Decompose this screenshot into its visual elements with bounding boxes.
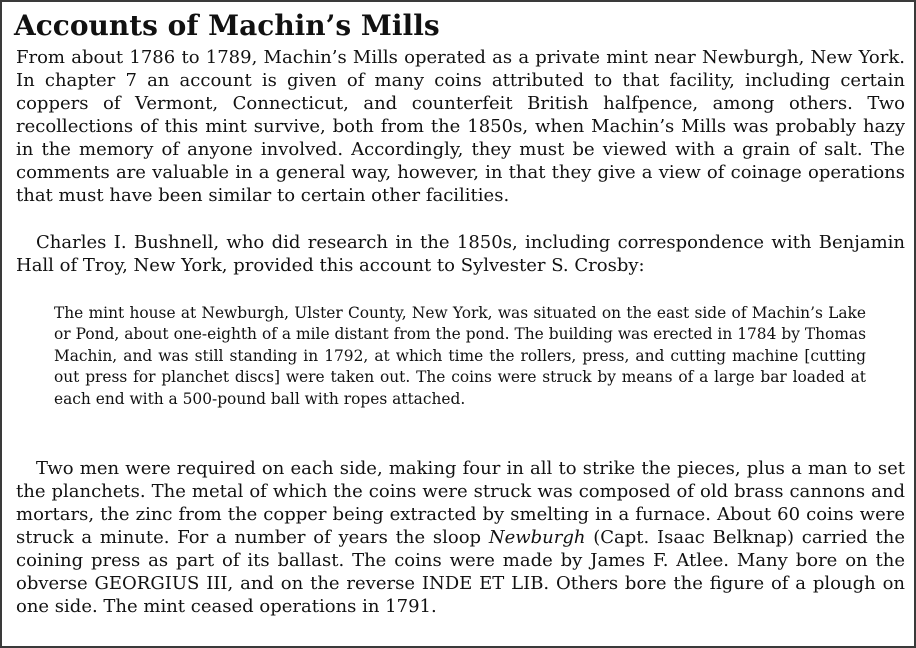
ship-name: Newburgh (488, 527, 586, 548)
intro-paragraph: From about 1786 to 1789, Machin’s Mills operated as a private mint near Newburgh, New York. In chapter 7 an account is given of many coins attributed to that facility, including certain coppers of Vermont, Connecticut, and counterfeit British halfpence, among others. Two recollections of this mint survive, both from the 1850s, when Machin’s Mills was probably hazy in the memory of anyone involved. Accordingly, they must be viewed with a grain of salt. The comments are valuable in a general way, however, in that they give a view of coinage operations that must have been similar to certain other facilities. (16, 47, 905, 206)
block-quote: The mint house at Newburgh, Ulster County, New York, was situated on the east side of Machin’s Lake or Pond, about one-eighth of a mile distant from the pond. The building was erected in 1784 by Thomas Machin, and was still standing in 1792, at which time the rollers, press, and cutting machine [cutting out press for planchet discs] were taken out. The coins were struck by means of a large bar loaded at each end with a 500-pound ball with ropes attached. (54, 304, 866, 408)
coining-text-part1: Two men were required on each side, making four in all to strike the pieces, plus a man to set the planchets. The metal of which the coins were struck was composed of old brass cannons and mortars, the zinc from the copper being extracted by smelting in a furnace. About 60 coins were struck a minute. For a number of years the sloop (16, 458, 905, 548)
coining-paragraph (16, 457, 905, 618)
page-title: Accounts of Machin’s Mills (14, 9, 440, 42)
bushnell-paragraph: Charles I. Bushnell, who did research in the 1850s, including correspondence with Benjamin Hall of Troy, New York, provided this account to Sylvester S. Crosby: (16, 232, 905, 276)
coining-text-part2: (Capt. Isaac Belknap) carried the coining press as part of its ballast. The coins were made by James F. Atlee. Many bore on the obverse GEORGIUS III, and on the reverse INDE ET LIB. Others bore the figure of a plough on one side. The mint ceased operations in 1791. (16, 527, 905, 617)
